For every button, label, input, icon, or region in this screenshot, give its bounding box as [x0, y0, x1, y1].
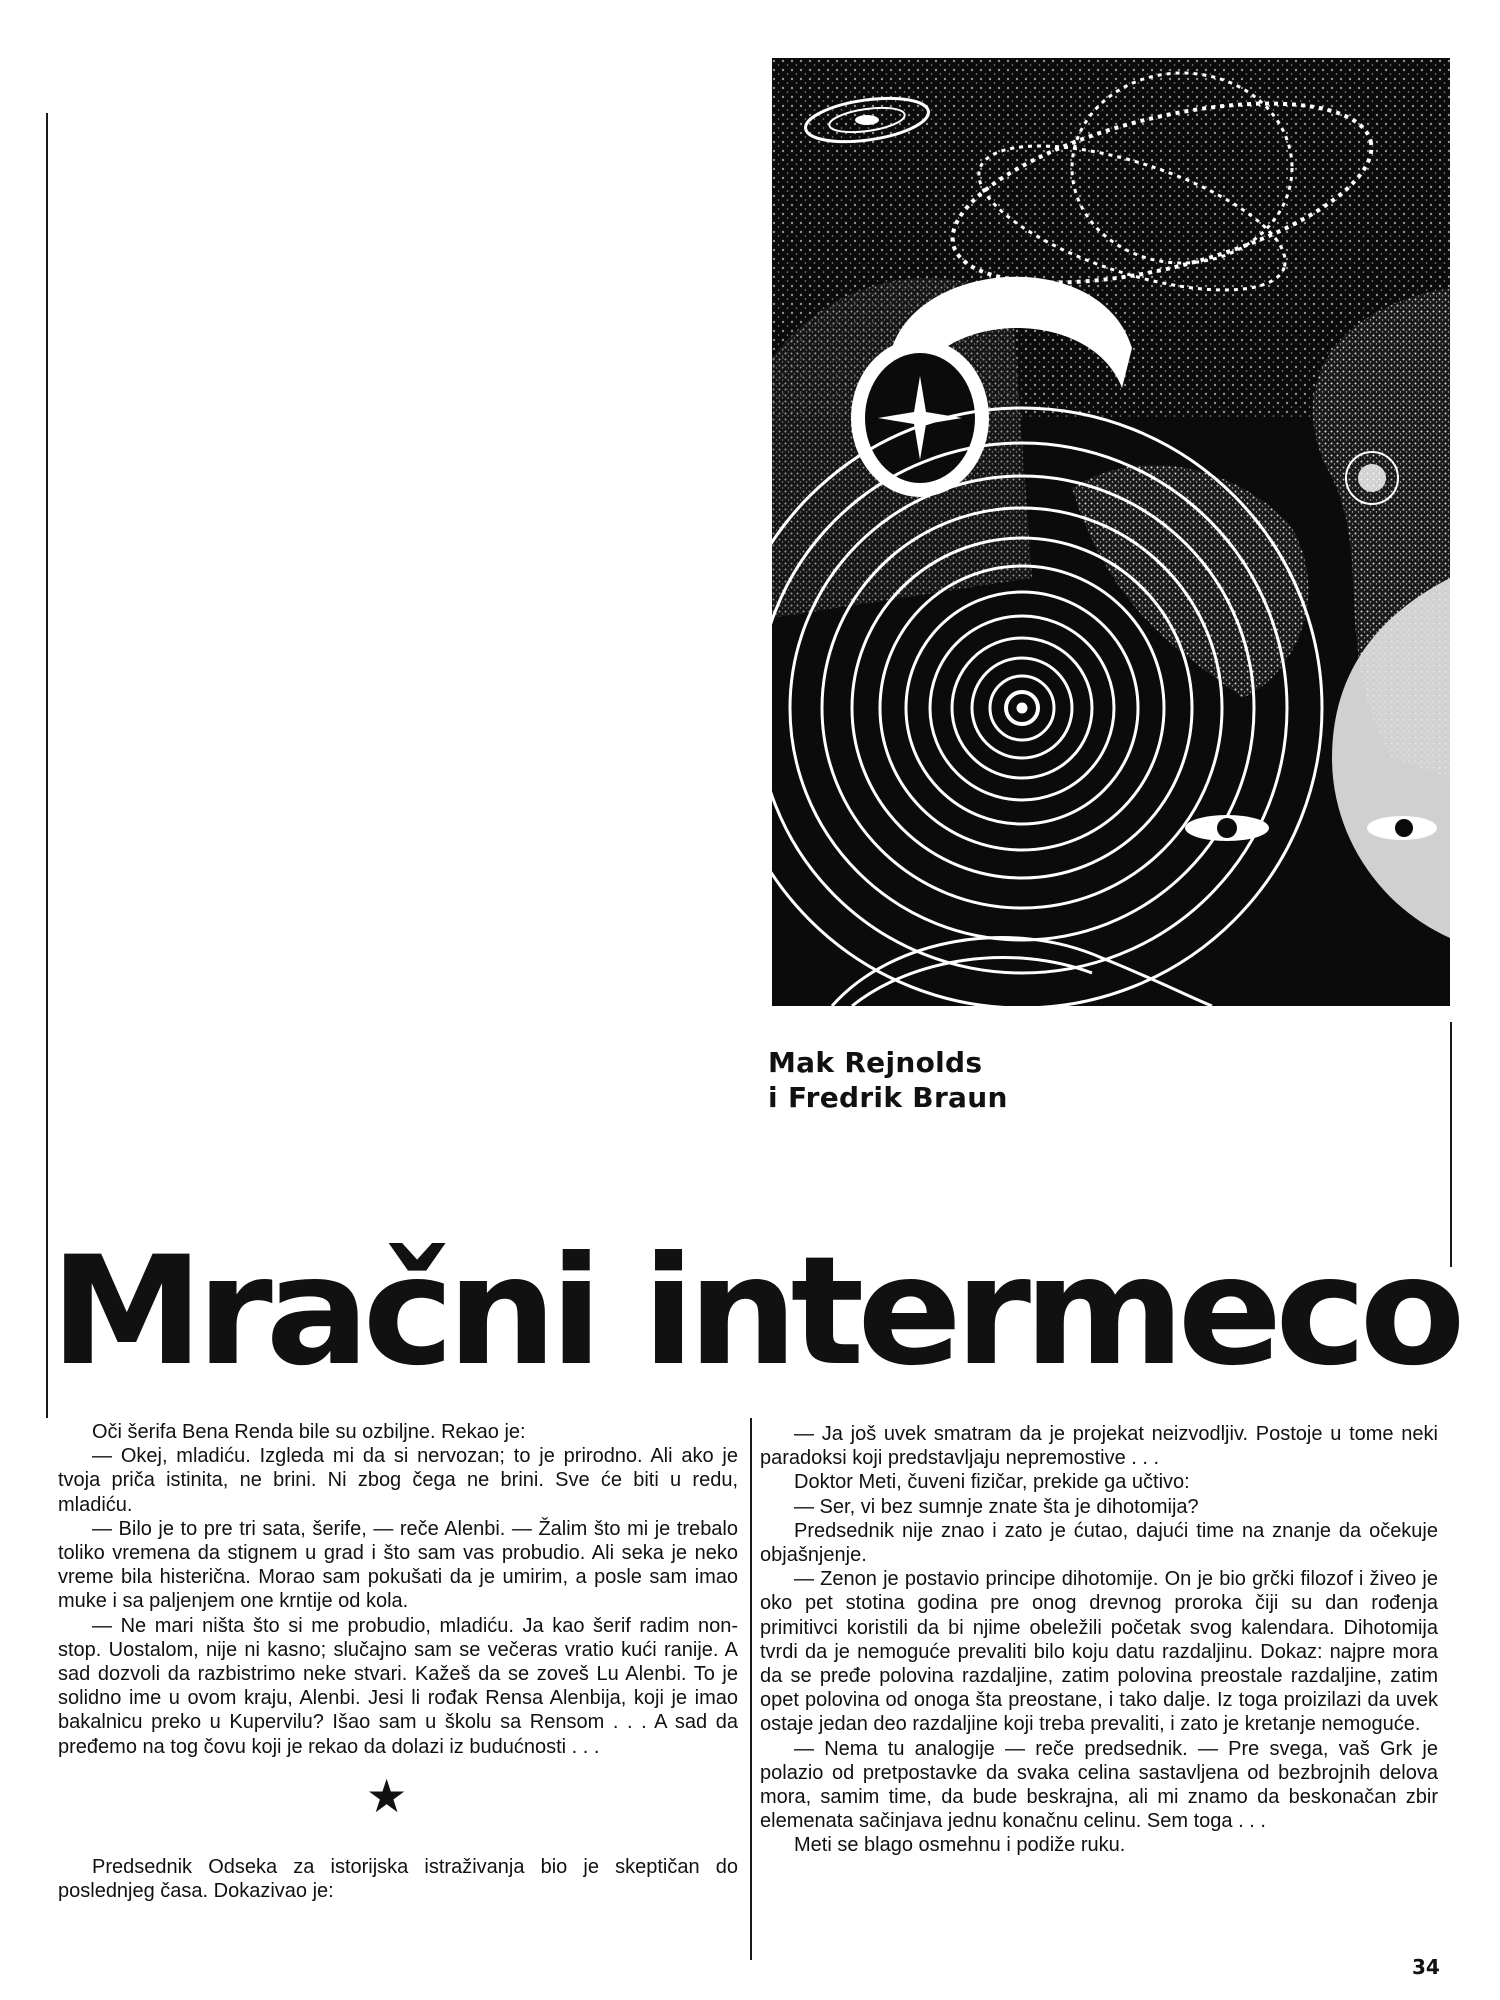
- right-text-column: [760, 1422, 1438, 1858]
- paragraph: — Nema tu analogije — reče predsednik. — Pre svega, vaš Grk je polazio od pretpostavke da svaka celina sastavljena od bezbrojnih delova mora, samim time, da bude beskrajna, ali mi znamo da beskonačan zbir elemenata sačinjava jednu konačnu celinu. Sem toga . . .: [760, 1737, 1438, 1833]
- cover-illustration: [772, 58, 1450, 1006]
- left-margin-rule: [46, 113, 48, 1418]
- paragraph: Doktor Meti, čuveni fizičar, prekide ga učtivo:: [794, 1471, 1190, 1494]
- paragraph: — Bilo je to pre tri sata, šerife, — reče Alenbi. — Žalim što mi je trebalo toliko vremena da stignem u grad i što sam vas probudio. Ali seka je neko vreme bila histerična. Morao sam pokušati da je umirim, a posle sam imao muke i sa paljenjem one krntije od kola.: [58, 1517, 738, 1613]
- paragraph: — Ne mari ništa što si me probudio, mladiću. Ja kao šerif radim non-stop. Uostalom, nije ni kasno; slučajno sam se večeras vratio kući ranije. A sad dozvoli da razbistrimo neke stvari. Kažeš da se zoveš Lu Alenbi. To je solidno ime u ovom kraju, Alenbi. Jesi li rođak Rensa Alenbija, koji je imao bakalnicu preko u Kupervilu? Išao sam u školu sa Rensom . . . A sad da pređemo na tog čovu koji je rekao da dolazi iz budućnosti . . .: [58, 1614, 738, 1758]
- paragraph: Predsednik Odseka za istorijska istraživanja bio je skeptičan do poslednjeg časa. Dokazivao je:: [58, 1855, 738, 1903]
- author-line-2: i Fredrik Braun: [768, 1081, 1008, 1114]
- paragraph: Meti se blago osmehnu i podiže ruku.: [794, 1834, 1126, 1857]
- author-line-1: Mak Rejnolds: [768, 1046, 983, 1079]
- column-divider-rule: [750, 1418, 752, 1960]
- paragraph: — Ser, vi bez sumnje znate šta je dihotomija?: [794, 1495, 1199, 1518]
- section-separator: [58, 1759, 738, 1855]
- paragraph: — Zenon je postavio principe dihotomije. On je bio grčki filozof i živeo je oko pet stotina godina pre onog drevnog proroka čiji su dan rođenja primitivci koristili da bi njime obeležili početak svog kalendara. Dihotomija tvrdi da je nemoguće prevaliti bilo koju datu razdaljinu. Dokaz: najpre mora da se pređe polovina razdaljine, zatim polovina preostale razdaljine, zatim opet polovina od onoga šta preostane, i tako dalje. Iz toga proizilazi da uvek ostaje jedan deo razdaljine koji treba prevaliti, i zato je kretanje nemoguće.: [760, 1568, 1438, 1736]
- paragraph: Predsednik nije znao i zato je ćutao, dajući time na znanje da očekuje objašnjenje.: [760, 1519, 1438, 1567]
- paragraph: — Ja još uvek smatram da je projekat neizvodljiv. Postoje u tome neki paradoksi koji predstavljaju nepremostive . . .: [760, 1423, 1438, 1470]
- author-byline: [768, 1045, 1008, 1115]
- left-text-column: [58, 1420, 738, 1903]
- paragraph: Oči šerifa Bena Renda bile su ozbiljne. Rekao je:: [92, 1421, 526, 1443]
- article-title: Mračni intermeco: [50, 1225, 1459, 1399]
- paragraph: — Okej, mladiću. Izgleda mi da si nervozan; to je prirodno. Ali ako je tvoja priča istinita, ne brini. Ni zbog čega ne brini. Sve će biti u redu, mladiću.: [58, 1445, 738, 1516]
- star-icon: ★: [366, 1769, 408, 1822]
- page-number: 34: [1412, 1955, 1440, 1979]
